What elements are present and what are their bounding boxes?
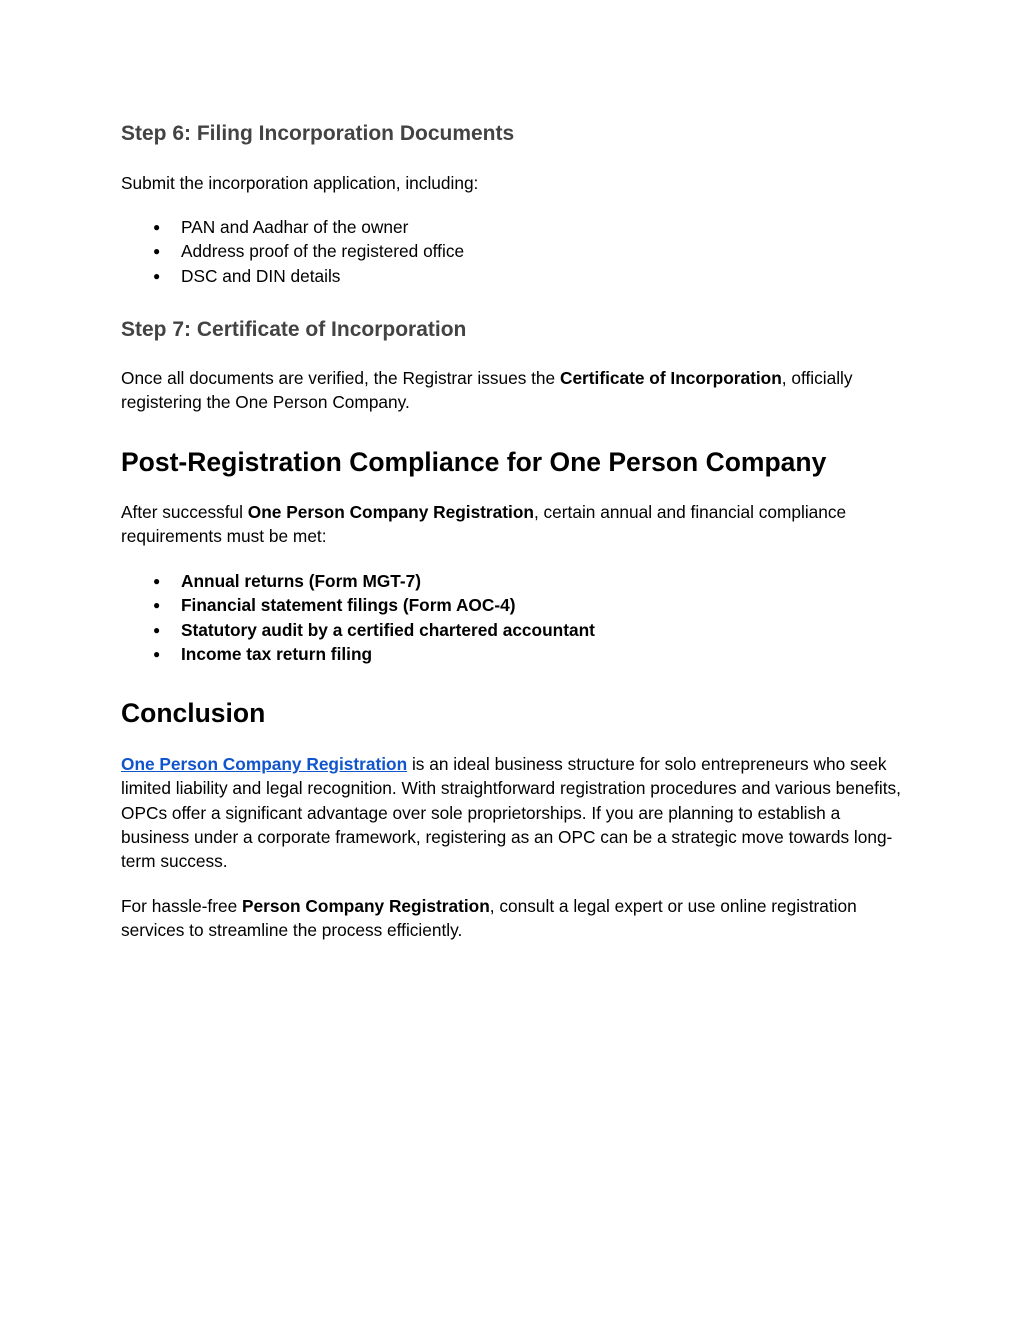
conclusion-heading: Conclusion (121, 698, 266, 728)
list-item: ● Income tax return filing (121, 642, 595, 666)
list-item: ● DSC and DIN details (121, 264, 464, 288)
step7-heading: Step 7: Certificate of Incorporation (121, 318, 467, 341)
conclusion-paragraph: One Person Company Registration is an ideal business structure for solo entrepreneurs who seek limited liability and legal recognition. With straightforward registration procedures and various benefits, OPCs offer a significant advantage over sole proprietorships. If you are planning to establish a business under a corporate framework, registering as an OPC can be a strategic move towards long-term success. (121, 754, 901, 872)
bullet-icon: ● (153, 646, 161, 661)
step6-heading: Step 6: Filing Incorporation Documents (121, 122, 515, 145)
list-item: ● Address proof of the registered office (121, 239, 464, 263)
opc-registration-bold: One Person Company Registration (247, 502, 534, 522)
bullet-icon: ● (153, 622, 161, 637)
certificate-bold: Certificate of Incorporation (559, 368, 782, 388)
bullet-icon: ● (153, 268, 161, 283)
compliance-bullet-list (121, 569, 595, 666)
step6-bullet-list (121, 215, 464, 288)
compliance-heading: Post-Registration Compliance for One Person Company (121, 447, 827, 477)
step6-intro: Submit the incorporation application, including: (121, 173, 479, 193)
person-company-bold: Person Company Registration (242, 896, 490, 916)
list-item: ● PAN and Aadhar of the owner (121, 215, 464, 239)
opc-registration-link[interactable]: One Person Company Registration (121, 754, 408, 774)
list-item: ● Financial statement filings (Form AOC-4) (121, 593, 595, 617)
compliance-paragraph: After successful One Person Company Registration, certain annual and financial compliance requirements must be met: (121, 502, 847, 547)
bullet-icon: ● (153, 574, 161, 588)
bullet-icon: ● (153, 220, 161, 234)
bullet-icon: ● (153, 598, 161, 613)
list-item: ● Statutory audit by a certified chartered accountant (121, 618, 595, 642)
step7-paragraph: Once all documents are verified, the Registrar issues the Certificate of Incorporation, officially registering the One Person Company. (121, 368, 853, 413)
closing-paragraph: For hassle-free Person Company Registration, consult a legal expert or use online registration services to streamline the process efficiently. (121, 896, 857, 941)
bullet-icon: ● (153, 244, 161, 259)
list-item: ● Annual returns (Form MGT-7) (121, 569, 595, 593)
